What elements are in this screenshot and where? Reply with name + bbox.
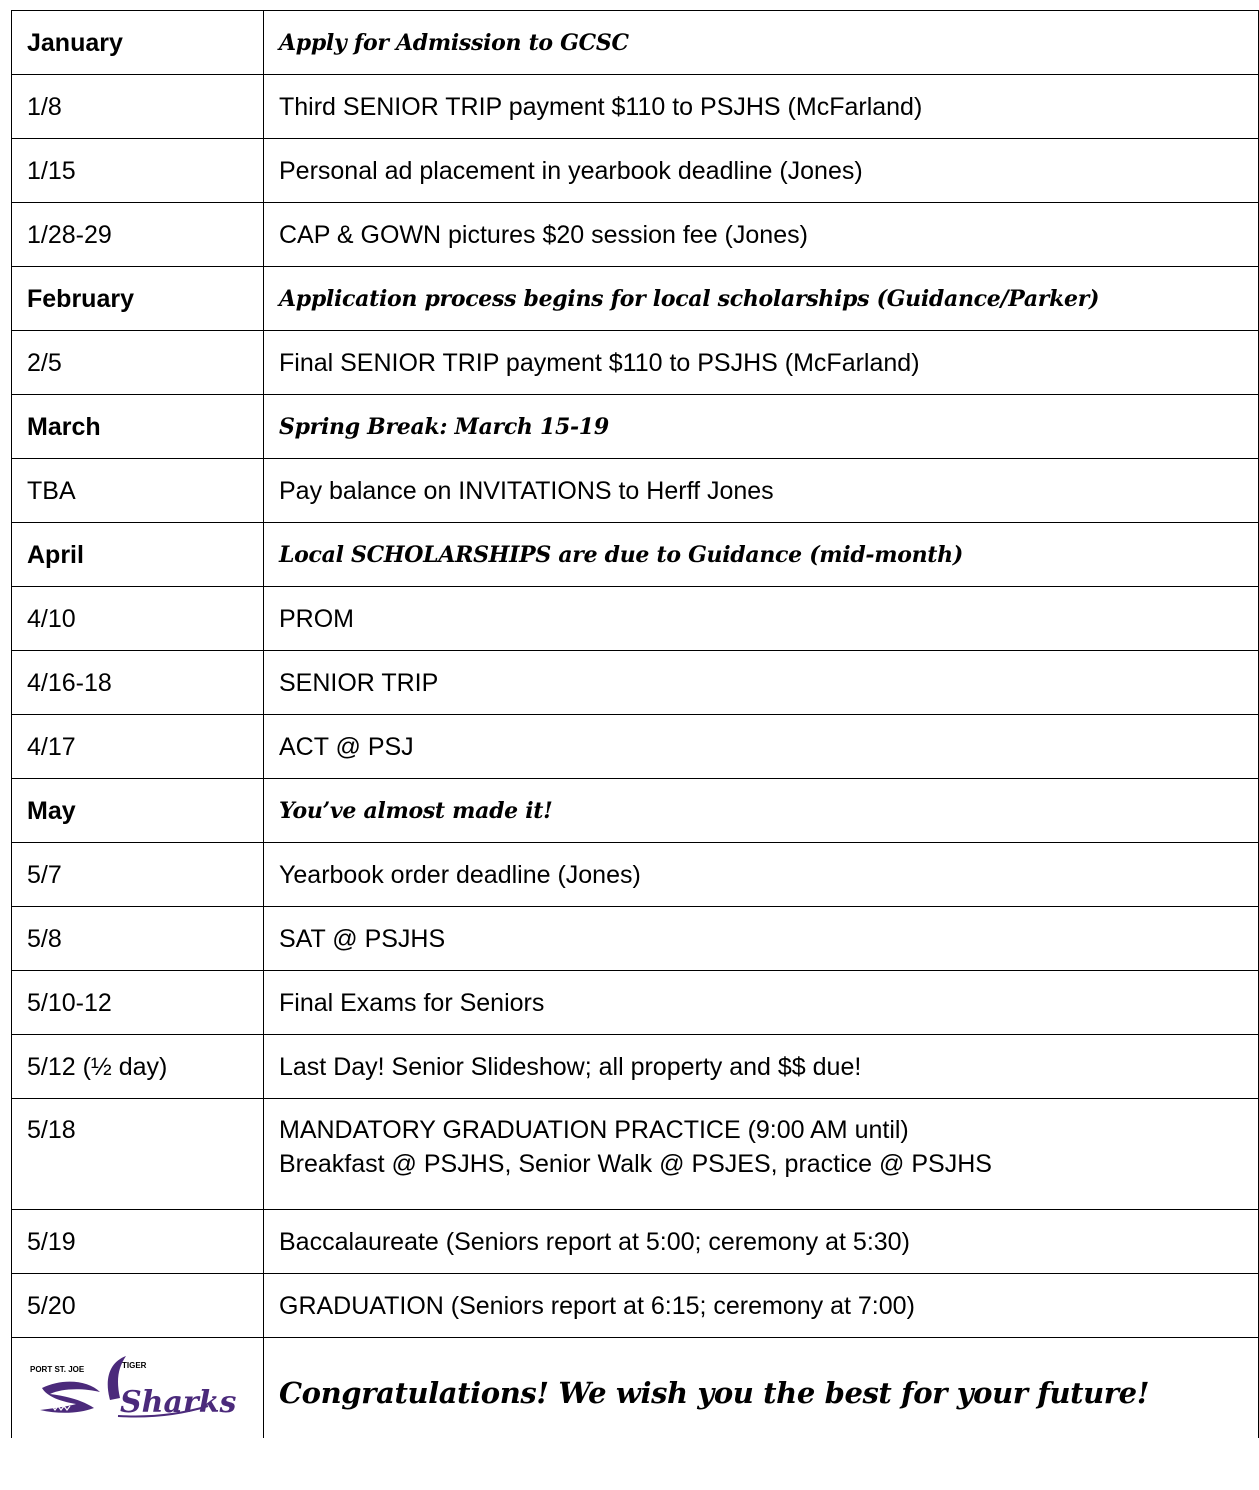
event-cell: ACT @ PSJ: [264, 715, 1259, 779]
date-cell: 5/8: [12, 907, 264, 971]
date-cell: 4/10: [12, 587, 264, 651]
event-line: Breakfast @ PSJHS, Senior Walk @ PSJES, practice @ PSJHS: [279, 1150, 992, 1178]
date-cell: 2/5: [12, 331, 264, 395]
event-cell: Last Day! Senior Slideshow; all property and $$ due!: [264, 1035, 1259, 1099]
logo-top-right-text: TIGER: [122, 1361, 147, 1370]
senior-calendar-table: [11, 10, 1259, 1438]
table-row: [12, 715, 1259, 779]
logo-cell: [12, 1338, 264, 1439]
table-row: [12, 907, 1259, 971]
table-row: [12, 1035, 1259, 1099]
table-row: [12, 11, 1259, 75]
event-line: MANDATORY GRADUATION PRACTICE (9:00 AM until): [279, 1116, 909, 1144]
date-cell: February: [12, 267, 264, 331]
shark-logo-icon: [22, 1348, 237, 1428]
date-cell: TBA: [12, 459, 264, 523]
event-cell: Yearbook order deadline (Jones): [264, 843, 1259, 907]
event-cell: CAP & GOWN pictures $20 session fee (Jones): [264, 203, 1259, 267]
date-cell: 5/7: [12, 843, 264, 907]
date-cell: April: [12, 523, 264, 587]
congratulations-message: Congratulations! We wish you the best for your future!: [264, 1338, 1259, 1439]
event-cell: SENIOR TRIP: [264, 651, 1259, 715]
date-cell: 5/12 (½ day): [12, 1035, 264, 1099]
logo-word: Sharks: [120, 1385, 237, 1420]
date-cell: 1/28-29: [12, 203, 264, 267]
table-row: [12, 459, 1259, 523]
event-cell: GRADUATION (Seniors report at 6:15; ceremony at 7:00): [264, 1274, 1259, 1338]
event-cell: Final Exams for Seniors: [264, 971, 1259, 1035]
table-row: [12, 523, 1259, 587]
event-cell: Final SENIOR TRIP payment $110 to PSJHS (McFarland): [264, 331, 1259, 395]
date-cell: 1/15: [12, 139, 264, 203]
date-cell: 4/16-18: [12, 651, 264, 715]
date-cell: 5/19: [12, 1210, 264, 1274]
date-cell: 5/18: [12, 1099, 264, 1210]
table-row: [12, 139, 1259, 203]
tiger-sharks-logo: [22, 1348, 237, 1428]
table-row: [12, 267, 1259, 331]
table-row: [12, 843, 1259, 907]
table-row: [12, 779, 1259, 843]
date-cell: 5/20: [12, 1274, 264, 1338]
table-row: [12, 587, 1259, 651]
date-cell: 4/17: [12, 715, 264, 779]
date-cell: May: [12, 779, 264, 843]
table-row: [12, 651, 1259, 715]
event-cell: Pay balance on INVITATIONS to Herff Jones: [264, 459, 1259, 523]
event-cell: [264, 1099, 1259, 1210]
date-cell: January: [12, 11, 264, 75]
event-cell: SAT @ PSJHS: [264, 907, 1259, 971]
event-cell: PROM: [264, 587, 1259, 651]
table-row: [12, 1099, 1259, 1210]
event-cell: Personal ad placement in yearbook deadline (Jones): [264, 139, 1259, 203]
table-row: [12, 203, 1259, 267]
event-cell: Apply for Admission to GCSC: [264, 11, 1259, 75]
footer-row: [12, 1338, 1259, 1439]
event-cell: Local SCHOLARSHIPS are due to Guidance (mid-month): [264, 523, 1259, 587]
event-cell: Baccalaureate (Seniors report at 5:00; ceremony at 5:30): [264, 1210, 1259, 1274]
table-row: [12, 75, 1259, 139]
event-cell: Application process begins for local scholarships (Guidance/Parker): [264, 267, 1259, 331]
event-cell: Spring Break: March 15-19: [264, 395, 1259, 459]
event-cell: You’ve almost made it!: [264, 779, 1259, 843]
date-cell: 5/10-12: [12, 971, 264, 1035]
table-row: [12, 1210, 1259, 1274]
table-row: [12, 971, 1259, 1035]
date-cell: March: [12, 395, 264, 459]
table-row: [12, 331, 1259, 395]
table-row: [12, 395, 1259, 459]
event-cell: Third SENIOR TRIP payment $110 to PSJHS (McFarland): [264, 75, 1259, 139]
date-cell: 1/8: [12, 75, 264, 139]
table-row: [12, 1274, 1259, 1338]
logo-top-left-text: PORT ST. JOE: [30, 1365, 85, 1374]
